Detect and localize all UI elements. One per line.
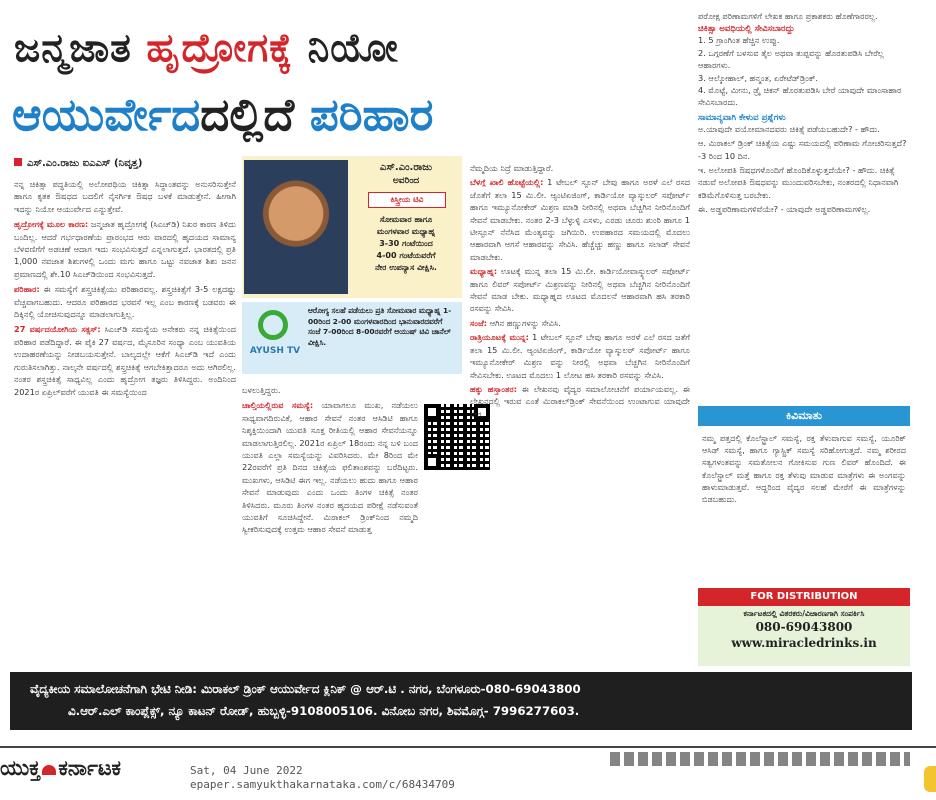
doctor-title: ಅವರಿಂದ [392,176,420,186]
faq-item: ಅ.ಯಾವುದೇ ವಯೋಮಾನದವರು ಚಿಕಿತ್ಸೆ ಪಡೆಯಬಹುದೇ? - ಹೌದು. [698,123,880,134]
col3-text-evening: ಆಗಿನ ಹಣ್ಣುಗಳನ್ನು ಸೇವಿಸಿ. [487,317,561,328]
avoid-list-item: 2. ಒಗ್ಗರಣೆಗೆ ಬಳಸುವ ತೈಲ ಅಥವಾ ತುಪ್ಪವನ್ನು ಹೊರತುಪಡಿಸಿ ಬೇರೆಲ್ಲ ಆಹಾರಗಳು. [698,47,884,71]
masthead-divider [0,746,936,748]
byline-square-icon [14,158,22,166]
col3-paragraph-0: ನೆಮ್ಮದಿಯ ನಿದ್ರೆ ಮಾಡುತ್ತಿದ್ದಾರೆ. [470,163,554,173]
col1-paragraph-3 [14,283,236,320]
avoid-list [698,34,910,108]
col3-text-night: 1 ಟೇಬಲ್ ಸ್ಪೂನ್ ಬೇವು ಹಾಗೂ ಅರಳೆ ಎಲೆ ರಸದ ಜತೆಗೆ ತಲಾ 15 ಮಿ.ಲೀ. ಆ್ಯಂಟಿಏಜಿಂಗ್, ಕಾರ್ಡಿಯೋ ವ್ಯಾಸ್ಕುಲರ್ ಸಪೋರ್ಟ್ ಹಾಗೂ ಇಮ್ಯೂನೋಕೇರ್ ಮಿಶ್ರಣ ವನ್ನು ನೀರಲ್ಲಿ ಅಥವಾ ಬೆಚ್ಚಗಿನ ನೀರಿನೊಂದಿಗೆ ಸೇವಿಸಬೇಕು. ಊಟದ ಮೊದಲು 1 ಲೋಟ ಹಸಿ ತರಕಾರಿ ರಸವನ್ನು ಸೇವಿಸಿ. [470,332,690,380]
ayush-logo-icon [258,310,288,340]
col2-text-problem: ಯಾವಾಗಲೂ ಮುಖ, ನಡೆಯಲು ಸಾಧ್ಯವಾಗದಿರುವಿಕೆ, ಆಹಾರ ಸೇವನೆ ನಂತರ ಆಸಿಡಿಟಿ ಹಾಗೂ ನಿಶ್ಶಕ್ತಿಯಿಂದಾಗಿ ಯುವತಿ ಸೂಕ್ತ ರೀತಿಯಲ್ಲಿ ಆಹಾರ ಸೇವನೆಯನ್ನೂ ಮಾಡಲಾಗುತ್ತಿರಲಿಲ್ಲ. 2021ರ ಏಪ್ರಿಲ್ 18ರಂದು ನನ್ನ ಬಳಿ ಬಂದ ಯುವತಿ ಎಲ್ಲಾ ಸಮಸ್ಯೆಯನ್ನು ವಿವರಿಸಿದರು. ಮೇ 8ರಿಂದ ಮೇ 22ರವರೆಗೆ ಪ್ರತಿ ದಿನದ ಚಿಕಿತ್ಸೆಯ ಫಲಿತಾಂಶವನ್ನು ಬರೆದಿಟ್ಟರು. ಮುಖಗಳು, ಆಸಿಡಿಟಿ ಈಗ ಇಲ್ಲ. ನಡೆಯಲು ಹುದು ಹಾಗೂ ಆಹಾರ ಸೇವನೆ ಮಾಡುವುದು ಎಂದು ಒಂದು ತಿಂಗಳ ಚಿಕಿತ್ಸೆ ನಂತರ ತಿಳಿಸಿದರು. ಮೂರು ತಿಂಗಳ ನಂತರ ಹೃದಯದ ಪರೀಕ್ಷೆ ನಡೆಸುವಂತೆ ಯುವತಿಗೆ ಸೂಚಿಸಿದ್ದೇನೆ. ಮಿರಾಕಲ್ ಡ್ರಿಂಕ್‌ನಿಂದ ನಮ್ಮದಿ ಸ್ವೀಕರಿಸುವುದಕ್ಕೆ ಉತ್ತಮ ಆಹಾರ ಸೇವನೆ ಮಾಡುತ್ತ [242,400,418,535]
avoid-list-item: 4. ಮೊಟ್ಟೆ, ಮೀನು, ಡ್ರೈ ಚಿಕನ್ ಹೊರತುಪಡಿಸಿ ಬೇರೆ ಯಾವುದೇ ಮಾಂಸಾಹಾರ ಸೇವಿಸಬಾರದು. [698,85,902,108]
col3-paragraph-3 [470,317,690,329]
column-2 [242,384,418,666]
qr-corner-tl [424,404,440,420]
schedule-line-5: ನೇರ ಉಪನ್ಯಾಸ ವೀಕ್ಷಿಸಿ. [375,263,437,272]
distribution-phone: 080-69043800 [755,620,853,634]
col4-subhead-avoid: ಚಿಕಿತ್ಸಾ ಅವಧಿಯಲ್ಲಿ ಸೇವಿಸಬಾರದ್ದು [698,24,795,35]
column-3 [470,162,690,666]
ayush-box [242,302,462,374]
avoid-list-item: 1. 5 ಗ್ರಾಂಗಿಂತ ಹೆಚ್ಚಿನ ಉಪ್ಪು. [698,35,780,46]
clinic-address-line1: ವೈದ್ಯಕೀಯ ಸಮಾಲೋಚನೆಗಾಗಿ ಭೇಟಿ ನೀಡಿ: ಮಿರಾಕಲ್ ಡ್ರಿಂಕ್ ಆಯುರ್ವೇದ ಕ್ಲಿನಿಕ್ @ ಆರ್.ಟಿ . ನಗರ, ಬೆಂಗಳೂರು-080-69043800 [30,682,581,696]
col2-paragraph-1 [242,399,418,535]
col3-paragraph-5 [470,383,690,420]
ayush-logo-text: AYUSH TV [249,346,301,356]
schedule-line-1: ಸೋಮವಾರ ಹಾಗೂ [379,215,433,224]
col3-subhead-evening: ಸಂಜೆ: [470,317,488,328]
col1-subhead-solution: ಪರಿಹಾರ: [14,284,40,295]
col3-subhead-noon: ಮಧ್ಯಾಹ್ನ: [470,266,498,277]
masthead-name-part1: ಯುಕ್ತ [0,756,41,780]
col2-subhead-problem: ಚಾಲ್ತಿಯಲ್ಲಿರುವ ಸಮಸ್ಯೆ: [242,400,314,411]
byline-text: ಎಸ್.ಎಂ.ರಾಜು ಐಎಎಸ್ (ನಿವೃತ್ತ) [27,158,143,169]
doctor-box [242,156,462,298]
clinic-address-bar [10,672,912,730]
qr-corner-bl [424,454,440,470]
masthead-meta [190,764,455,792]
col3-subhead-night: ರಾತ್ರಿಯೂಟಕ್ಕೆ ಮುನ್ನ: [470,332,529,343]
col3-text-morning: 1 ಟೇಬಲ್ ಸ್ಪೂನ್ ಬೇವು ಹಾಗೂ ಅರಳೆ ಎಲೆ ರಸದ ಜೊತೆಗೆ ತಲಾ 15 ಮಿ.ಲೀ. ಆ್ಯಂಟಿಏಜಿಂಗ್, ಕಾರ್ಡಿಯೋ ವ್ಯಾಸ್ಕುಲರ್ ಸಪೋರ್ಟ್ ಹಾಗೂ ಇಮ್ಯೂನೋಕೇರ್ ಮಿಶ್ರಣ ಮಾಡಿ ನೀರಿನಲ್ಲಿ ಅಥವಾ ಬೆಚ್ಚಗಿನ ನೀರಿನೊಂದಿಗೆ ಸೇವನೆ ಮಾಡಬೇಕು. ನಂತರ 2-3 ಬೆಳ್ಳುಳ್ಳಿ ಎಸಳು, ಎರಡು ಚೂರು ಶುಂಠಿ ಹಾಗೂ 1 ಟೀಸ್ಪೂನ್ ನೆನೆಸಿದ ಮೆಂತ್ಯವನ್ನು ಜಗಿಯಿರಿ. ಉಪಹಾರದ ಸಮಯದಲ್ಲಿ ಮೊದಲು ಆಹಾರವಾಗಿ ಆಗಸೆ ಆಹಾರವನ್ನು ಸೇವಿಸಿ. ಹೆಚ್ಚೆಚ್ಚು ಹಣ್ಣು ಹಾಗೂ ಸಲಾಡ್ ಸೇವನೆ ಮಾಡಬೇಕು. [470,177,690,262]
faq-item: ಈ. ಅಡ್ಡಪರಿಣಾಮಗಳಿವೆಯೇ? - ಯಾವುದೇ ಅಡ್ಡಪರಿಣಾಮಗಳಿಲ್ಲ. [698,204,871,215]
column-1 [14,178,236,666]
col3-text-noon: ಊಟಕ್ಕೆ ಮುನ್ನ ತಲಾ 15 ಮಿ.ಲೀ. ಕಾರ್ಡಿಯೋವಾಸ್ಕ್ಯುಲರ್ ಸಪೋರ್ಟ್ ಹಾಗೂ ಲಿವರ್ ಸಪೋರ್ಟ್ ಮಿಶ್ರಣವನ್ನು ನೀರಿನಲ್ಲಿ ಅಥವಾ ಬೆಚ್ಚಗಿನ ನೀರಿನೊಂದಿಗೆ ಸೇವನೆ ಮಾಡ ಬೇಕು. ಮಧ್ಯಾಹ್ನದ ಊಟದ ಮೊದಲನೆ ಆಹಾರವಾಗಿ ಹಸಿ ತರಕಾರಿ ರಸವನ್ನು ಸೇವಿಸಿ. [470,266,690,314]
schedule-line-2: ಮಂಗಳವಾರ ಮಧ್ಯಾಹ್ನ [376,227,436,236]
col2-paragraph-0: ಬಳಲುತ್ತಿದ್ದರು. [242,385,281,395]
avoid-list-item: 3. ಆಲ್ಕೋಹಾಲ್, ಹನ್ಮಂತ, ಏರೇಟೆಡ್‌ಡ್ರಿಂಕ್. [698,72,818,83]
headline-line1-part2: ಹೃದ್ರೋಗಕ್ಕೆ [146,26,294,71]
column-4 [698,10,910,402]
schedule-line-3: 3-30 ಗಂಟೆಯಿಂದ [379,239,433,248]
doctor-name: ಎಸ್.ಎಂ.ರಾಜು [379,162,433,173]
masthead-emblem-icon [42,765,56,775]
col3-paragraph-2 [470,265,690,315]
edition-date: Sat, 04 June 2022 [190,764,303,777]
ayush-text: ಆರೋಗ್ಯ ಸಲಹೆ ಪಡೆಯಲು ಪ್ರತಿ ಸೋಮವಾರ ಮಧ್ಯಾಹ್ನ 1-00ರಿಂದ 2-00 ಮಂಗಳವಾರದಿಂದ ಭಾನುವಾರದವರೆಗೆ ಸಂಜೆ 7-00ರಿಂದ 8-00ರವರೆಗೆ ಆಯುಷ್ ಟಿವಿ ಚಾನೆಲ್ ವೀಕ್ಷಿಸಿ. [308,306,452,347]
headline-line2-part1: ಆಯುರ್ವೇದ [12,88,201,141]
col1-text-solution: ಈ ಸಮಸ್ಯೆಗೆ ಶಸ್ತ್ರಚಿಕಿತ್ಸೆಯು ಪರಿಹಾರವಲ್ಲ. ಶಸ್ತ್ರಚಿಕಿತ್ಸೆಗೆ 3-5 ಲಕ್ಷದಷ್ಟು ವೆಚ್ಚವಾಗಬಹುದು. ಆದರೂ ಪರಿಹಾರದ ಭರವಸೆ ಇಲ್ಲ ಎಂಬ ಕಾರಣಕ್ಕೆ ಬಡವರು ಈ ದಿಕ್ಕಿನಲ್ಲಿ ಯೋಚಿಸುವುದನ್ನೂ ಮಾಡಲಾಗುತ್ತಿಲ್ಲ. [14,284,236,320]
kivimatu-box [698,406,910,584]
distribution-line: ಕರ್ನಾಟಕದಲ್ಲಿ ವಿತರಕರು/ವಿಜಾರಣಗಾಗಿ ಸಂಪರ್ಕಿಸಿ [743,609,865,618]
headline-line1 [14,26,399,71]
col3-subhead-morning: ಬೆಳಗ್ಗೆ ಖಾಲಿ ಹೊಟ್ಟೆಯಲ್ಲಿ: [470,177,544,188]
masthead-logo [0,756,121,781]
next-article-cut-headline [610,752,910,766]
col3-subhead-disclaimer: ಹಕ್ಕು ಹಸ್ತಾಂತರ: [470,383,517,394]
distribution-title: FOR DISTRIBUTION [698,588,910,606]
schedule-line-4: 4-00 ಗಂಟೆಯವರೆಗೆ [376,251,436,260]
byline [14,158,236,169]
epaper-url[interactable]: epaper.samyukthakarnataka.com/c/68434709 [190,778,455,791]
doctor-photo [244,160,348,294]
col1-paragraph-4 [14,323,236,397]
kivimatu-text: ನಮ್ಮ ಪತ್ತದಲ್ಲಿ ಕೊಲೆಸ್ಟ್ರಾಲ್ ಸಮಸ್ಯೆ, ರಕ್ತ ತೆಳುವಾಗುವ ಸಮಸ್ಯೆ, ಯೂರಿಕ್ ಆಸಿಡ್ ಸಮಸ್ಯೆ, ಹಾಗೂ ಗ್ಯಾಸ್ಟ್ರಿಕ್ ಸಮಸ್ಯೆ ಸರಿಹೋಗುತ್ತದೆ. ನಮ್ಮ ಶರೀರದ ಸತ್ವಗಳಂತವನ್ನು ಸಮತೋಲನ ಗೋಕಿಸುವ ಗುಣ ಲಿವರ್ ಹೊಂದಿದೆ. ಈ ಕೊಲೆಸ್ಟ್ರಾಲ್ ಮತ್ತೆ ಹಾಗೂ ರಕ್ತ ತೆಳುವು ಮಾಡುವ ಮಾತ್ರೆಗಳು ಈ ಅಂಗವನ್ನು ಹಾಳುಮಾಡುತ್ತವೆ. ಆದ್ದರಿಂದ ವೈದ್ಯರ ಸಲಹೆ ಮೇರೆಗೆ ಈ ಮಾತ್ರೆಗಳನ್ನು ಬಿಡಬಹುದು. [702,433,906,505]
headline-line2-part3: ಪರಿಹಾರ [309,88,434,141]
headline-line2-part2: ದಲ್ಲಿದೆ [200,88,310,141]
doctor-schedule [354,214,458,274]
col1-text-cause: ಜನ್ಮಜಾತ ಹೃದ್ರೋಗಕ್ಕೆ (ಸಿಎಚ್‌ಡಿ) ನಿಖರ ಕಾರಣ ತಿಳಿದು ಬಂದಿಲ್ಲ. ಆದರೆ ಗರ್ಭಧಾರಣೆಯ ಪ್ರಾರಂಭದ ಆರು ವಾರದಲ್ಲಿ ಹೃದಯದ ಸಾಮಾನ್ಯ ಬೆಳವಣಿಗೆಗೆ ಅಡಚಣೆ ಆದಾಗ ಇದು ಸಂಭವಿಸುತ್ತದೆ ಎನ್ನಲಾಗುತ್ತದೆ. ಭಾರತದಲ್ಲಿ ಪ್ರತಿ 1,000 ನವಜಾತ ಶಿಶುಗಳಲ್ಲಿ ಒಂದು ಮಗು ಹಾಗೂ ಒಟ್ಟು ನವಜಾತ ಶಿಶು ಜನನ ಪ್ರಮಾಣದಲ್ಲಿ ಶೇ.10 ಸಿಎಚ್‌ಡಿಯಿಂದ ಸಂಭವಿಸುತ್ತದೆ. [14,219,236,279]
clinic-address-line2: ವಿ.ಆರ್.ಎಲ್ ಕಾಂಪ್ಲೆಕ್ಸ್, ನ್ಯೂ ಕಾಟನ್ ರೋಡ್, ಹುಬ್ಬಳ್ಳಿ-9108005106. ವಿನೋಬ ನಗರ, ಶಿವಮೊಗ್ಗ- 7996277603. [68,704,580,718]
col4-paragraph-0: ಪರೋಕ್ಷ ಪರಿಣಾಮಗಳಿಗೆ ಲೇಖಕ ಹಾಗೂ ಪ್ರಕಾಶಕರು ಹೊಣೆಗಾರರಲ್ಲ. [698,11,878,21]
col3-text-disclaimer: ಈ ಲೇಖನವು ವೈದ್ಯರ ಸಮಾಲೋಚನೆಗೆ ಪರ್ಯಾಯವಲ್ಲ. ಈ ಲೇಖನದಲ್ಲಿ ಇರುವ ಎಂತೆ ಮಿರಾಕಲ್‌ಡ್ರಿಂಕ್ ಸೇವನೆಯಿಂದ ಉಂಟಾಗುವ ಯಾವುದೇ ನೇರ, [470,383,690,419]
col1-text-success: ಸಿಎಚ್‌ಡಿ ಸಮಸ್ಯೆಯ ಅನೇಕರು ನನ್ನ ಚಿಕಿತ್ಸೆಯಿಂದ ಪರಿಹಾರ ಪಡೆದಿದ್ದಾರೆ. ಈ ಪೈಕಿ 27 ವರ್ಷದ, ಮೈಸೂರಿನ ಸಂಧ್ಯಾ ಎಂಬ ಯುವತಿಯ ಉದಾಹರಣೆಯನ್ನು ನೀಡಬಯಸುತ್ತೇನೆ. ಬಾಲ್ಯದಲ್ಲೇ ಆಕೆಗೆ ಸಿಎಚ್‌ಡಿ ಇದೆ ಎಂದು ಗುರುತಿಸಲಾಗಿತ್ತು. ನಾಲ್ಕನೇ ವರ್ಷದಲ್ಲಿ ಶಸ್ತ್ರಚಿಕಿತ್ಸೆ ಆಗಬೇಕಿತ್ತಾದರೂ ಅದು ಆಗಿರಲಿಲ್ಲ. ನಂತರ ಶಸ್ತ್ರಚಿಕಿತ್ಸೆ ಸಾಧ್ಯವಿಲ್ಲ ಎಂದು ಹೃದ್ರೋಗ ತಜ್ಞರು ತಿಳಿಸಿದ್ದರು. ಅಂದಿನಿಂದ 2021ರ ಏಪ್ರಿಲ್‌ವರೆಗೆ ಯುವತಿ ಈ ಸಮಸ್ಯೆಯಿಂದ [14,324,236,397]
distribution-web: www.miracledrinks.in [731,636,877,650]
kivimatu-title: ಕಿವಿಮಾತು [698,406,910,426]
faq-item: ಇ. ಅಲೋಪತಿ ಔಷಧಗಳೊಂದಿಗೆ ಹೊಂದಿಕೊಳ್ಳುತ್ತದೆಯೇ? - ಹೌದು. ಚಿಕಿತ್ಸೆ ನಡುವೆ ಅಲೋಪತಿ ಔಷಧವನ್ನು ಮುಂದುವರಿಸಬೇಕು, ನಂತರದಲ್ಲಿ ನಿಧಾನವಾಗಿ ಕಡಿಮೆಗೊಳಿಸುತ್ತ ಬರಬೇಕು. [698,165,899,200]
masthead-name-part2: ಕರ್ನಾಟಕ [58,756,121,780]
col1-subhead-success: 27 ವರ್ಷದಯೋಗಿಯ ಸಕ್ಸಸ್: [14,324,101,335]
col3-paragraph-4 [470,331,690,381]
faq-list [698,123,910,216]
col4-subhead-faq: ಸಾಮಾನ್ಯವಾಗಿ ಕೇಳುವ ಪ್ರಶ್ನೆಗಳು [698,112,786,123]
col1-paragraph-1: ನನ್ನ ಚಿಕಿತ್ಸಾ ಪದ್ಧತಿಯಲ್ಲಿ ಅಲೋಪಥಿಯ ಚಿಕಿತ್ಸಾ ಸಿದ್ಧಾಂತವನ್ನು ಅನುಸರಿಸುತ್ತೇನೆ ಹಾಗೂ ಕೃತಕ ಔಷಧದ ಬದಲಿಗೆ ನೈಸರ್ಗಿಕ ಔಷಧ ಬಳಕೆ ಮಾಡುತ್ತೇನೆ. ಹೀಗಾಗಿ ಇದನ್ನು ನಿಯೋ ಆಯುರ್ವೇದ ಎನ್ನುತ್ತೇವೆ. [14,179,236,214]
col3-paragraph-1 [470,176,690,263]
col1-subhead-cause: ಹೃದ್ರೋಗಕ್ಕೆ ಮೂಲ ಕಾರಣ: [14,219,89,230]
distribution-box [698,588,910,666]
faq-item: ಆ. ಮಿರಾಕಲ್ ಡ್ರಿಂಕ್ ಚಿಕಿತ್ಸೆಯ ಎಷ್ಟು ಸಮಯದಲ್ಲಿ ಪರಿಣಾಮ ಗೋಚರಿಸುತ್ತದೆ? -3 ರಿಂದ 10 ದಿನ. [698,138,907,161]
headline-line1-part3: ನಿಯೋ [293,26,399,71]
mascot-icon [924,766,936,792]
headline-line2 [12,88,433,142]
headline-line1-part1: ಜನ್ಮಜಾತ [14,26,147,71]
channel-logo: ಕಿಸ್ತ್ರೀಯ ಟಿವಿ [368,192,446,208]
col1-paragraph-2 [14,218,236,280]
